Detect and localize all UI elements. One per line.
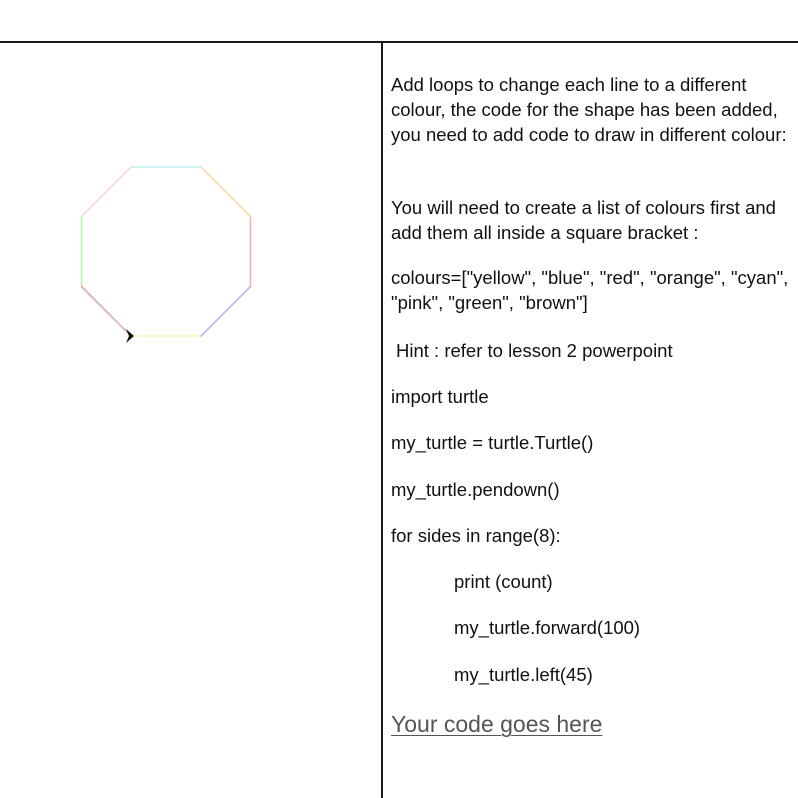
code-import-line: import turtle bbox=[391, 386, 489, 407]
octagon-drawing bbox=[0, 43, 381, 798]
code-left-line: my_turtle.left(45) bbox=[454, 664, 593, 685]
turtle-canvas bbox=[0, 43, 381, 798]
code-turtle-line: my_turtle = turtle.Turtle() bbox=[391, 432, 594, 453]
column-divider bbox=[381, 41, 383, 798]
list-note-text: You will need to create a list of colours first and add them all inside a square bracket : bbox=[391, 197, 776, 243]
octagon-edge bbox=[82, 287, 132, 337]
hint-text: Hint : refer to lesson 2 powerpoint bbox=[396, 340, 673, 361]
octagon-edge bbox=[201, 167, 251, 217]
colours-code-text: colours=["yellow", "blue", "red", "orange", "cyan", "pink", "green", "brown"] bbox=[391, 267, 789, 313]
code-forward-line: my_turtle.forward(100) bbox=[454, 617, 641, 638]
octagon-edge bbox=[82, 167, 132, 217]
code-print-line: print (count) bbox=[454, 571, 553, 592]
code-for-line: for sides in range(8): bbox=[391, 525, 561, 546]
octagon-edge bbox=[201, 287, 251, 337]
intro-text: Add loops to change each line to a different colour, the code for the shape has been added, you need to add code to draw in different colour: bbox=[391, 74, 787, 145]
code-pendown-line: my_turtle.pendown() bbox=[391, 479, 560, 500]
turtle-arrow-icon bbox=[126, 329, 134, 343]
your-code-link[interactable]: Your code goes here bbox=[391, 711, 603, 737]
